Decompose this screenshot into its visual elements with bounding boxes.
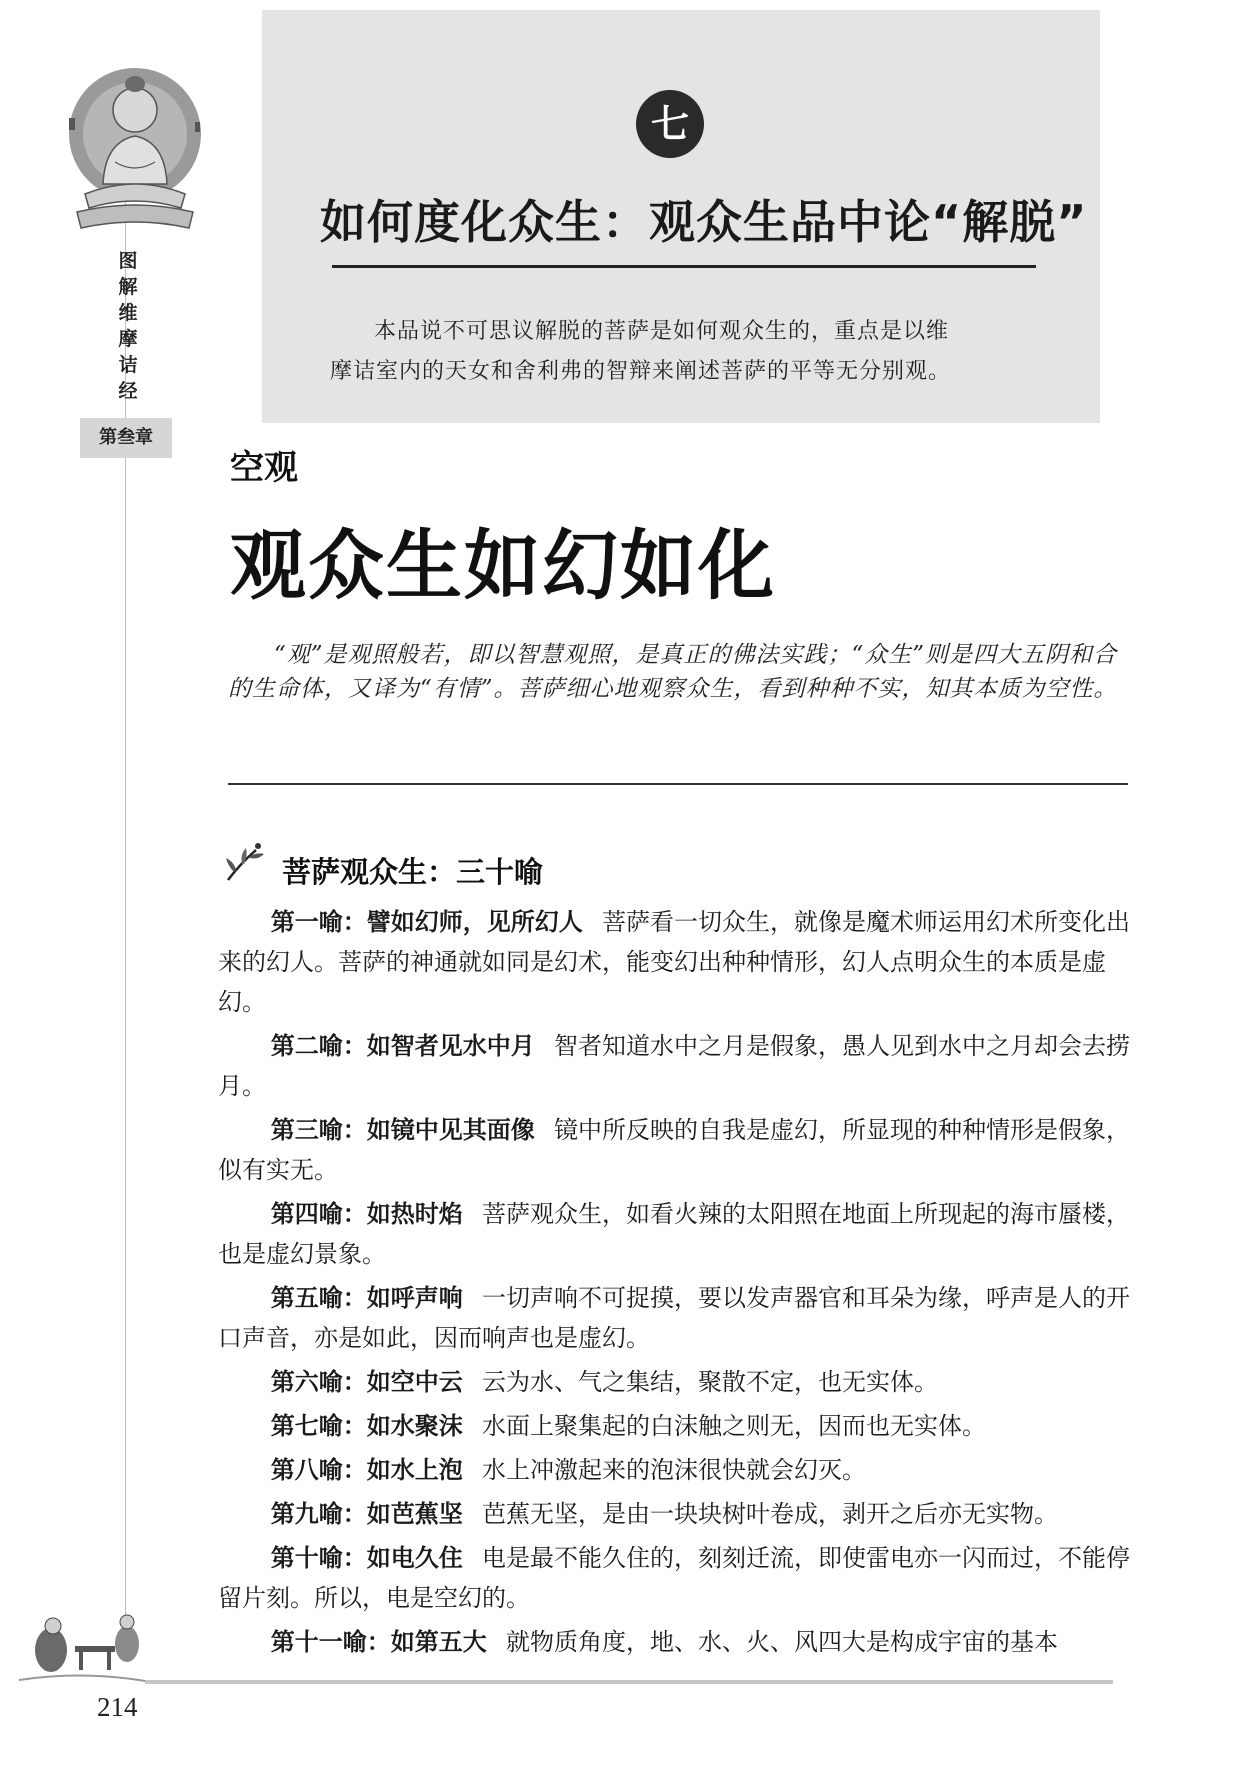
- metaphor-lead: 第三喻：如镜中见其面像: [270, 1116, 535, 1144]
- subsection-heading: 菩萨观众生：三十喻: [282, 855, 544, 889]
- book-title-char: 解: [118, 276, 138, 298]
- metaphor-text: 云为水、气之集结，聚散不定，也无实体。: [481, 1368, 938, 1396]
- buddha-illustration: [55, 62, 215, 237]
- section-kicker: 空观: [230, 448, 298, 488]
- metaphor-lead: 第四喻：如热时焰: [270, 1200, 463, 1228]
- book-title-char: 经: [118, 380, 138, 402]
- list-item: [218, 1450, 1130, 1490]
- metaphor-text: 菩萨观众生，如看火辣的太阳照在地面上所现起的海市蜃楼，也是虚幻景象。: [218, 1200, 1130, 1268]
- metaphor-text: 电是最不能久住的，刻刻迁流，即使雷电亦一闪而过，不能停留片刻。所以，电是空幻的。: [218, 1544, 1130, 1612]
- definition-text: “观”是观照般若，即以智慧观照，是真正的佛法实践；“众生”则是四大五阴和合的生命体，又译为“有情”。菩萨细心地观察众生，看到种种不实，知其本质为空性。: [228, 642, 1118, 702]
- book-title-char: 维: [118, 302, 138, 324]
- metaphor-text: 菩萨看一切众生，就像是魔术师运用幻术所变化出来的幻人。菩萨的神通就如同是幻术，能变幻出种种情形，幻人点明众生的本质是虚幻。: [218, 908, 1130, 1016]
- scholars-illustration: [15, 1600, 155, 1690]
- metaphor-lead: 第一喻：譬如幻师，见所幻人: [270, 908, 583, 936]
- metaphor-lead: 第五喻：如呼声响: [270, 1284, 463, 1312]
- metaphor-lead: 第七喻：如水聚沫: [270, 1412, 463, 1440]
- intro-line: 本品说不可思议解脱的菩萨是如何观众生的，重点是以维: [374, 319, 950, 344]
- section-definition: [228, 638, 1128, 706]
- intro-line: 摩诘室内的天女和舍利弗的智辩来阐述菩萨的平等无分别观。: [330, 359, 952, 384]
- list-item: [218, 1406, 1130, 1446]
- metaphor-lead: 第十喻：如电久住: [270, 1544, 463, 1572]
- list-item: [218, 1622, 1130, 1662]
- chapter-title: 如何度化众生：观众生品中论“解脱”: [320, 195, 1088, 249]
- metaphor-text: 镜中所反映的自我是虚幻，所显现的种种情形是假象，似有实无。: [218, 1116, 1130, 1184]
- metaphor-text: 智者知道水中之月是假象，愚人见到水中之月却会去捞月。: [218, 1032, 1130, 1100]
- section-title: 观众生如幻如化: [230, 521, 776, 610]
- metaphor-text: 芭蕉无坚，是由一块块树叶卷成，剥开之后亦无实物。: [481, 1500, 1058, 1528]
- list-item: [218, 1026, 1130, 1106]
- metaphor-lead: 第八喻：如水上泡: [270, 1456, 463, 1484]
- metaphor-text: 就物质角度，地、水、火、风四大是构成宇宙的基本: [505, 1628, 1058, 1656]
- metaphor-text: 水面上聚集起的白沫触之则无，因而也无实体。: [481, 1412, 986, 1440]
- list-item: [218, 1110, 1130, 1190]
- section-divider: [228, 783, 1128, 785]
- metaphor-lead: 第二喻：如智者见水中月: [270, 1032, 535, 1060]
- list-item: [218, 1494, 1130, 1534]
- list-item: [218, 1362, 1130, 1402]
- book-title-char: 诘: [118, 354, 138, 376]
- page-number: 214: [97, 1692, 138, 1722]
- chapter-tab: 第叁章: [80, 418, 172, 458]
- book-title-vertical: [113, 248, 143, 404]
- title-underline: [332, 265, 1036, 268]
- book-title-char: 摩: [118, 328, 138, 350]
- metaphor-text: 一切声响不可捉摸，要以发声器官和耳朵为缘，呼声是人的开口声音，亦是如此，因而响声也是虚幻。: [218, 1284, 1130, 1352]
- list-item: [218, 1538, 1130, 1618]
- chapter-number-badge: 七: [636, 90, 704, 158]
- metaphor-text: 水上冲激起来的泡沫很快就会幻灭。: [481, 1456, 866, 1484]
- footer-rule: [145, 1680, 1113, 1684]
- brush-plant-icon: [222, 840, 268, 886]
- list-item: [218, 1278, 1130, 1358]
- metaphor-list: [218, 902, 1130, 1666]
- metaphor-lead: 第九喻：如芭蕉坚: [270, 1500, 463, 1528]
- book-title-char: 图: [118, 250, 138, 272]
- list-item: [218, 902, 1130, 1022]
- list-item: [218, 1194, 1130, 1274]
- metaphor-lead: 第六喻：如空中云: [270, 1368, 463, 1396]
- chapter-intro: [330, 312, 1036, 392]
- metaphor-lead: 第十一喻：如第五大: [270, 1628, 487, 1656]
